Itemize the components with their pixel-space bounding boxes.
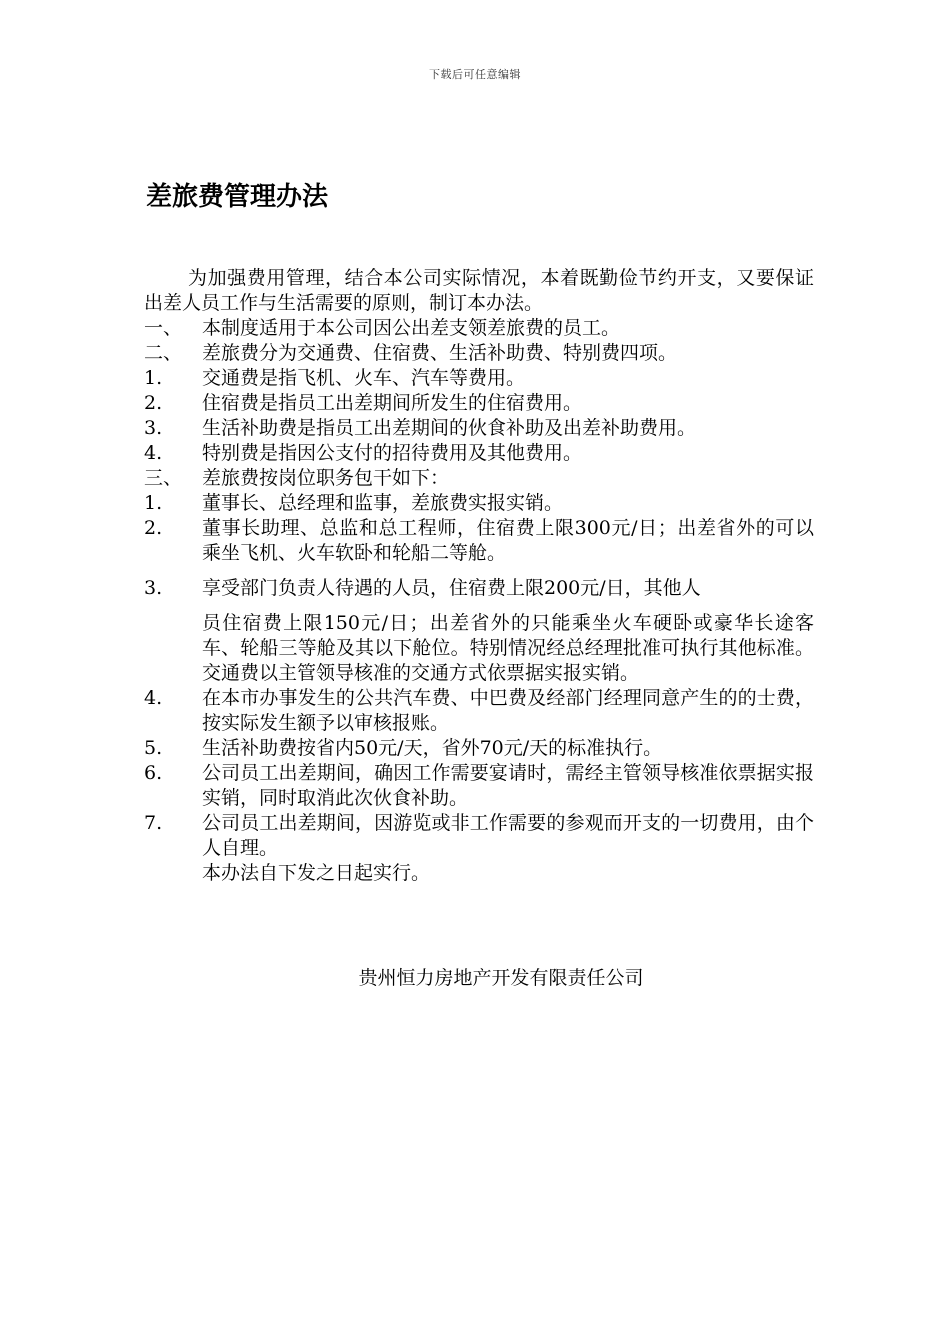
list-item-number: 三、 xyxy=(144,467,183,489)
list-item-number: 1. xyxy=(144,367,163,389)
list-item-text: 生活补助费是指员工出差期间的伙食补助及出差补助费用。 xyxy=(202,417,697,439)
list-item-text: 公司员工出差期间，确因工作需要宴请时，需经主管领导核准依票据实报实销，同时取消此次伙食补助。 xyxy=(202,762,814,809)
list-item-number: 1. xyxy=(144,492,163,514)
list-item-text: 差旅费按岗位职务包干如下： xyxy=(202,467,450,489)
list-item xyxy=(144,366,814,391)
list-item-text: 生活补助费按省内50元/天，省外70元/天的标准执行。 xyxy=(202,737,663,759)
list-item-number: 2. xyxy=(144,392,163,414)
list-item-number: 2. xyxy=(144,517,163,539)
list-item-text: 董事长助理、总监和总工程师，住宿费上限300元/日；出差省外的可以乘坐飞机、火车软卧和轮船二等舱。 xyxy=(202,517,814,564)
list-item-number: 3. xyxy=(144,417,163,439)
document-title: 差旅费管理办法 xyxy=(146,182,329,212)
list-item-number: 5. xyxy=(144,737,163,759)
list-item-text: 公司员工出差期间，因游览或非工作需要的参观而开支的一切费用，由个人自理。 xyxy=(202,812,814,859)
list-item-text: 董事长、总经理和监事，差旅费实报实销。 xyxy=(202,492,564,514)
list-item xyxy=(144,576,814,686)
list-item-text: 住宿费是指员工出差期间所发生的住宿费用。 xyxy=(202,392,583,414)
list-item xyxy=(144,811,814,861)
list-item-text: 在本市办事发生的公共汽车费、中巴费及经部门经理同意产生的的士费，按实际发生额予以审核报账。 xyxy=(202,687,814,734)
list-item-text: 差旅费分为交通费、住宿费、生活补助费、特别费四项。 xyxy=(202,342,678,364)
list-item xyxy=(144,761,814,811)
header-note: 下载后可任意编辑 xyxy=(429,68,521,81)
list-item-number: 4. xyxy=(144,442,163,464)
list-item xyxy=(144,736,814,761)
list-item xyxy=(144,441,814,466)
list-item-text: 交通费是指飞机、火车、汽车等费用。 xyxy=(202,367,526,389)
document-body xyxy=(144,266,814,886)
list-item xyxy=(144,316,814,341)
list-item-number: 6. xyxy=(144,762,163,784)
company-name: 贵州恒力房地产开发有限责任公司 xyxy=(358,967,644,989)
list-item xyxy=(144,686,814,736)
list-item-text-continuation: 员住宿费上限150元/日；出差省外的只能乘坐火车硬卧或豪华长途客车、轮船三等舱及其以下舱位。特别情况经总经理批准可执行其他标准。交通费以主管领导核准的交通方式依票据实报实销。 xyxy=(202,612,814,684)
list-item xyxy=(144,416,814,441)
list-item xyxy=(144,516,814,566)
list-item xyxy=(144,491,814,516)
list-item-number: 一、 xyxy=(144,317,183,339)
list-item-text: 特别费是指因公支付的招待费用及其他费用。 xyxy=(202,442,583,464)
list-item xyxy=(144,391,814,416)
list-item xyxy=(144,341,814,366)
list-item-text-first-line: 享受部门负责人待遇的人员，住宿费上限200元/日，其他人 xyxy=(202,577,701,599)
list-item-number: 7. xyxy=(144,812,163,834)
list-item-text xyxy=(202,576,814,686)
list-item-text: 本制度适用于本公司因公出差支领差旅费的员工。 xyxy=(202,317,621,339)
list-item-number: 3. xyxy=(144,577,163,599)
intro-paragraph: 为加强费用管理，结合本公司实际情况，本着既勤俭节约开支，又要保证出差人员工作与生活需要的原则，制订本办法。 xyxy=(144,267,814,314)
list-item-number: 二、 xyxy=(144,342,183,364)
list-item-number: 4. xyxy=(144,687,163,709)
closing-statement: 本办法自下发之日起实行。 xyxy=(202,862,431,884)
list-item xyxy=(144,466,814,491)
